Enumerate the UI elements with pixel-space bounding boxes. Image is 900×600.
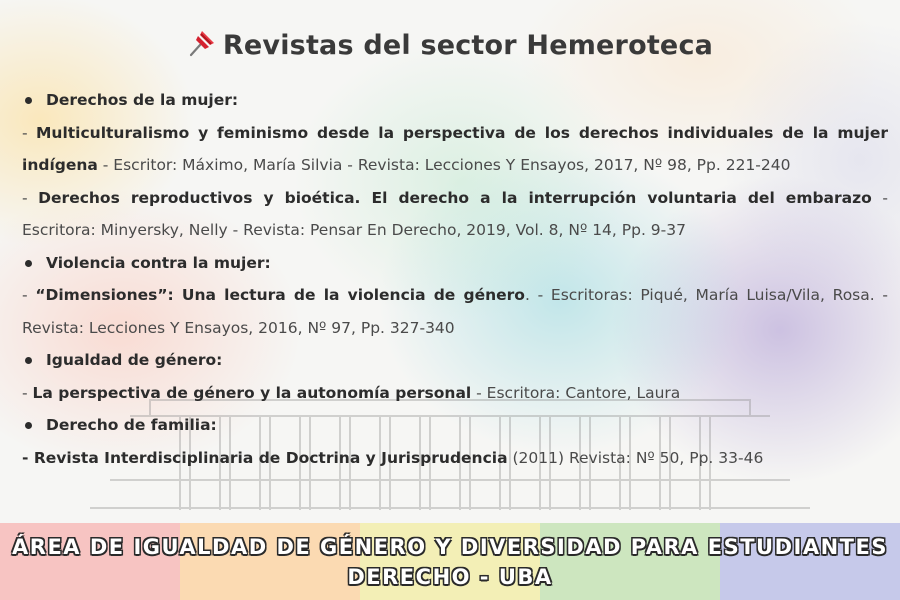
section-familia — [22, 409, 888, 474]
article-title: Multiculturalismo y feminismo desde la perspectiva de los derechos individuales de la mujer indígena — [22, 123, 888, 174]
list-item: - Derechos reproductivos y bioética. El derecho a la interrupción voluntaria del embarazo - Escritora: Minyersky, Nelly - Revista: Pensar En Derecho, 2019, Vol. 8, Nº 14, Pp. 9-37 — [22, 188, 888, 239]
article-details: (2011) Revista: Nº 50, Pp. 33-46 — [507, 448, 764, 467]
category-heading: Derecho de familia: — [22, 409, 888, 442]
page-title — [0, 28, 900, 61]
footer-banner — [0, 523, 900, 600]
category-heading: Igualdad de género: — [22, 344, 888, 377]
article-title: “Dimensiones”: Una lectura de la violencia de género — [35, 286, 525, 304]
article-title: Derechos reproductivos y bioética. El derecho a la interrupción voluntaria del embarazo — [38, 188, 872, 207]
pushpin-icon — [187, 28, 217, 58]
article-details: - Escritor: Máximo, María Silvia - Revista: Lecciones Y Ensayos, 2017, Nº 98, Pp. 221-240 — [97, 156, 791, 174]
section-violencia — [22, 247, 888, 345]
footer-line-2: DERECHO - UBA — [347, 564, 553, 589]
section-igualdad — [22, 344, 888, 409]
article-details: - Escritora: Cantore, Laura — [471, 383, 681, 402]
category-heading: Violencia contra la mujer: — [22, 247, 888, 280]
category-heading: Derechos de la mujer: — [22, 84, 888, 117]
section-derechos-mujer — [22, 84, 888, 247]
article-details: . - Escritoras: Piqué, María Luisa/Vila, Rosa. - Revista: Lecciones Y Ensayos, 2016, Nº 97, Pp. 327-340 — [22, 286, 888, 337]
list-item: - La perspectiva de género y la autonomía personal - Escritora: Cantore, Laura — [22, 383, 681, 402]
list-item: - Multiculturalismo y feminismo desde la perspectiva de los derechos individuales de la mujer indígena - Escritor: Máximo, María Silvia - Revista: Lecciones Y Ensayos, 2017, Nº 98, Pp. 221-240 — [22, 123, 888, 174]
list-item: - “Dimensiones”: Una lectura de la violencia de género. - Escritoras: Piqué, María Luisa/Vila, Rosa. - Revista: Lecciones Y Ensayos, 2016, Nº 97, Pp. 327-340 — [22, 286, 888, 337]
article-details: - Escritora: Minyersky, Nelly - Revista: Pensar En Derecho, 2019, Vol. 8, Nº 14, Pp. 9-37 — [22, 188, 888, 239]
list-item — [22, 442, 888, 475]
article-title: La perspectiva de género y la autonomía personal — [32, 383, 472, 402]
page-title-text: Revistas del sector Hemeroteca — [222, 30, 714, 61]
magazine-list — [22, 84, 888, 474]
article-title: - Revista Interdisciplinaria de Doctrina y Jurisprudencia — [22, 448, 508, 467]
footer-line-1: ÁREA DE IGUALDAD DE GÉNERO Y DIVERSIDAD PARA ESTUDIANTES — [12, 534, 888, 559]
